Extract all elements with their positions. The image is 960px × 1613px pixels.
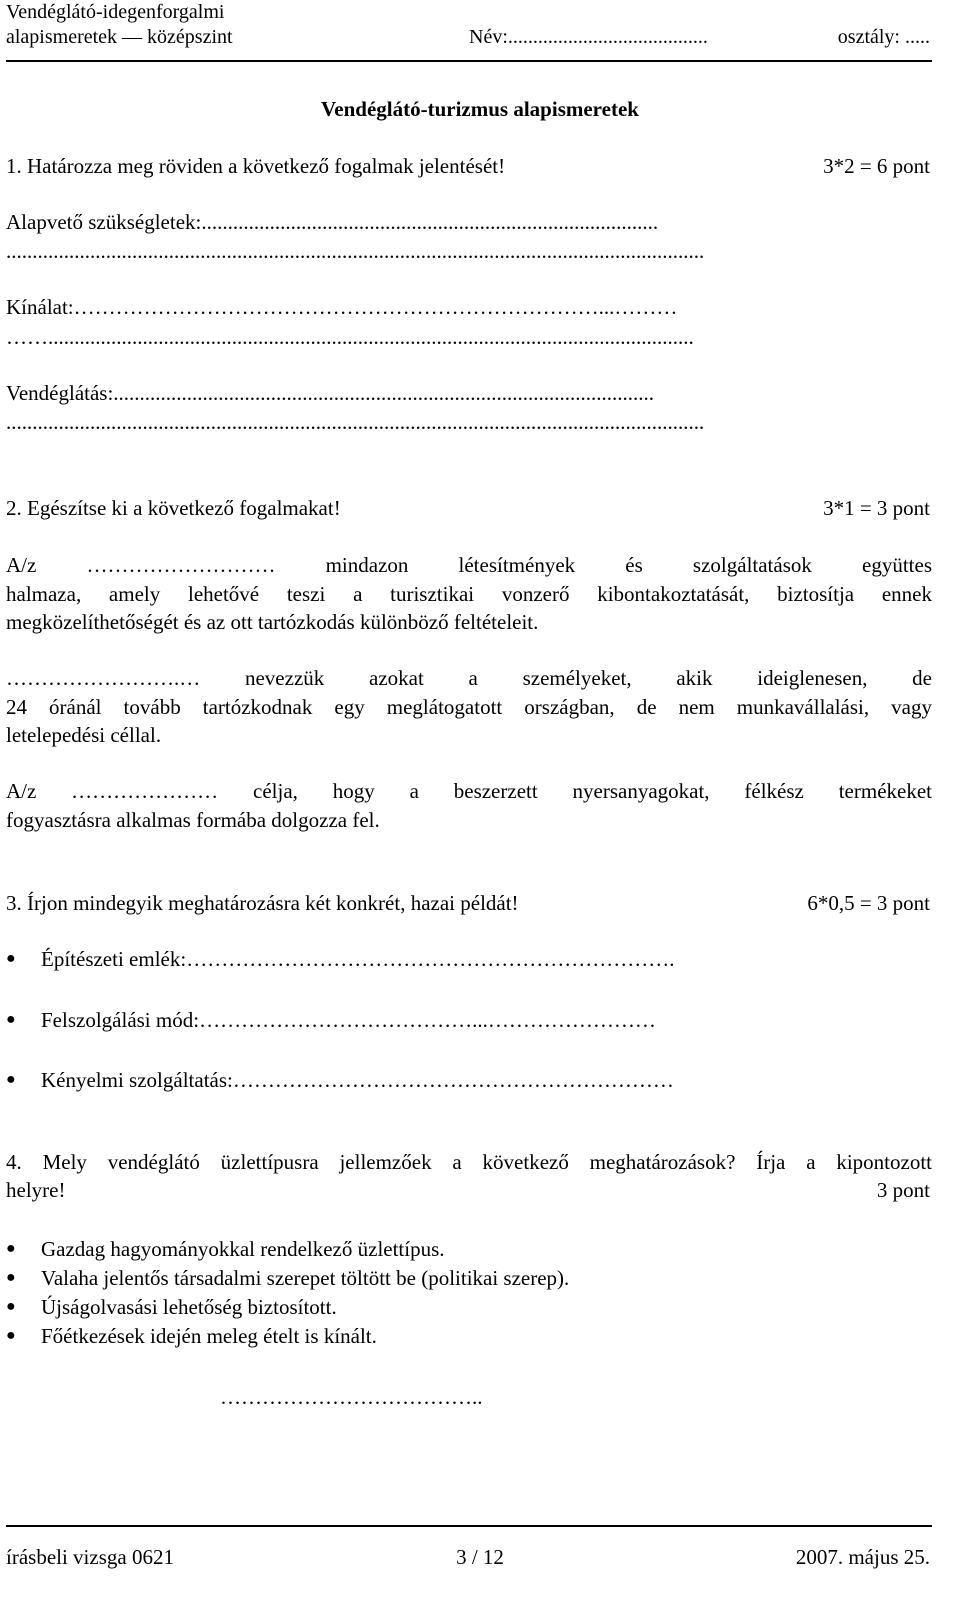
header-class-field: osztály: ..... bbox=[837, 26, 930, 48]
q4-item-3: Újságolvasási lehetőség biztosított. bbox=[41, 1295, 337, 1319]
q1-line-6: ..................................................................................................................................... bbox=[6, 410, 705, 434]
q2-p2-line-1: …………………….… nevezzük azokat a személyeket, akik ideiglenesen, de bbox=[6, 666, 932, 690]
q4-prompt-line-2: helyre! bbox=[6, 1178, 66, 1202]
bullet-icon: ● bbox=[6, 1269, 16, 1286]
q4-item-2: Valaha jelentős társadalmi szerepet töltött be (politikai szerep). bbox=[41, 1266, 570, 1290]
bullet-icon: ● bbox=[6, 1327, 16, 1344]
q2-p1-line-2: halmaza, amely lehetővé teszi a turisztikai vonzerő kibontakoztatását, biztosítja ennek bbox=[6, 582, 932, 606]
q4-points: 3 pont bbox=[876, 1178, 930, 1202]
q4-prompt-line-1: 4. Mely vendéglátó üzlettípusra jellemzőek a következő meghatározások? Írja a kipontozott bbox=[6, 1150, 932, 1174]
q1-line-2: ..................................................................................................................................... bbox=[6, 239, 705, 263]
q1-line-4: ……........................................................................................................................... bbox=[6, 325, 694, 349]
q4-item-1: Gazdag hagyományokkal rendelkező üzlettípus. bbox=[41, 1237, 445, 1261]
bullet-icon: ● bbox=[6, 1298, 16, 1315]
q3-prompt: 3. Írjon mindegyik meghatározásra két konkrét, hazai példát! bbox=[6, 891, 519, 915]
page-title: Vendéglátó-turizmus alapismeretek bbox=[321, 97, 639, 121]
bullet-icon: ● bbox=[6, 1011, 16, 1028]
q3-item-1: Építészeti emlék:……………………………………………………………. bbox=[41, 947, 675, 971]
header-subject-line2: alapismeretek — középszint bbox=[6, 26, 233, 48]
q2-p1-line-1: A/z ……………………… mindazon létesítmények és szolgáltatások együttes bbox=[6, 553, 932, 577]
q2-points: 3*1 = 3 pont bbox=[823, 496, 930, 520]
header-rule bbox=[6, 60, 932, 62]
q1-line-3: Kínálat:…………………………………………………………………...……… bbox=[6, 295, 678, 319]
footer-date: 2007. május 25. bbox=[795, 1545, 930, 1569]
q2-p2-line-3: letelepedési céllal. bbox=[6, 723, 162, 747]
header-subject-line1: Vendéglátó-idegenforgalmi bbox=[6, 1, 225, 23]
q1-prompt: 1. Határozza meg röviden a következő fogalmak jelentését! bbox=[6, 154, 506, 178]
q2-p3-line-2: fogyasztásra alkalmas formába dolgozza fel. bbox=[6, 808, 380, 832]
q1-line-1: Alapvető szükségletek:....................................................................................... bbox=[6, 210, 659, 234]
bullet-icon: ● bbox=[6, 1240, 16, 1257]
q4-answer-line: ……………………………….. bbox=[220, 1385, 483, 1409]
q3-item-2: Felszolgálási mód:…………………………………...…………………… bbox=[41, 1008, 656, 1032]
footer-page-number: 3 / 12 bbox=[456, 1545, 504, 1569]
q3-points: 6*0,5 = 3 pont bbox=[807, 891, 930, 915]
q1-line-5: Vendéglátás:....................................................................................................... bbox=[6, 381, 655, 405]
q2-p1-line-3: megközelíthetőségét és az ott tartózkodás különböző feltételeit. bbox=[6, 610, 539, 634]
bullet-icon: ● bbox=[6, 1071, 16, 1088]
q2-p3-line-1: A/z ………………… célja, hogy a beszerzett nyersanyagokat, félkész termékeket bbox=[6, 779, 932, 803]
q2-prompt: 2. Egészítse ki a következő fogalmakat! bbox=[6, 496, 341, 520]
footer-rule bbox=[6, 1525, 932, 1527]
header-name-field: Név:........................................ bbox=[469, 26, 708, 48]
q2-p2-line-2: 24 óránál tovább tartózkodnak egy meglátogatott országban, de nem munkavállalási, vagy bbox=[6, 695, 932, 719]
bullet-icon: ● bbox=[6, 950, 16, 967]
q3-item-3: Kényelmi szolgáltatás:……………………………………………………… bbox=[41, 1068, 674, 1092]
footer-left: írásbeli vizsga 0621 bbox=[6, 1545, 174, 1569]
q4-item-4: Főétkezések idején meleg ételt is kínált. bbox=[41, 1324, 377, 1348]
q1-points: 3*2 = 6 pont bbox=[823, 154, 930, 178]
